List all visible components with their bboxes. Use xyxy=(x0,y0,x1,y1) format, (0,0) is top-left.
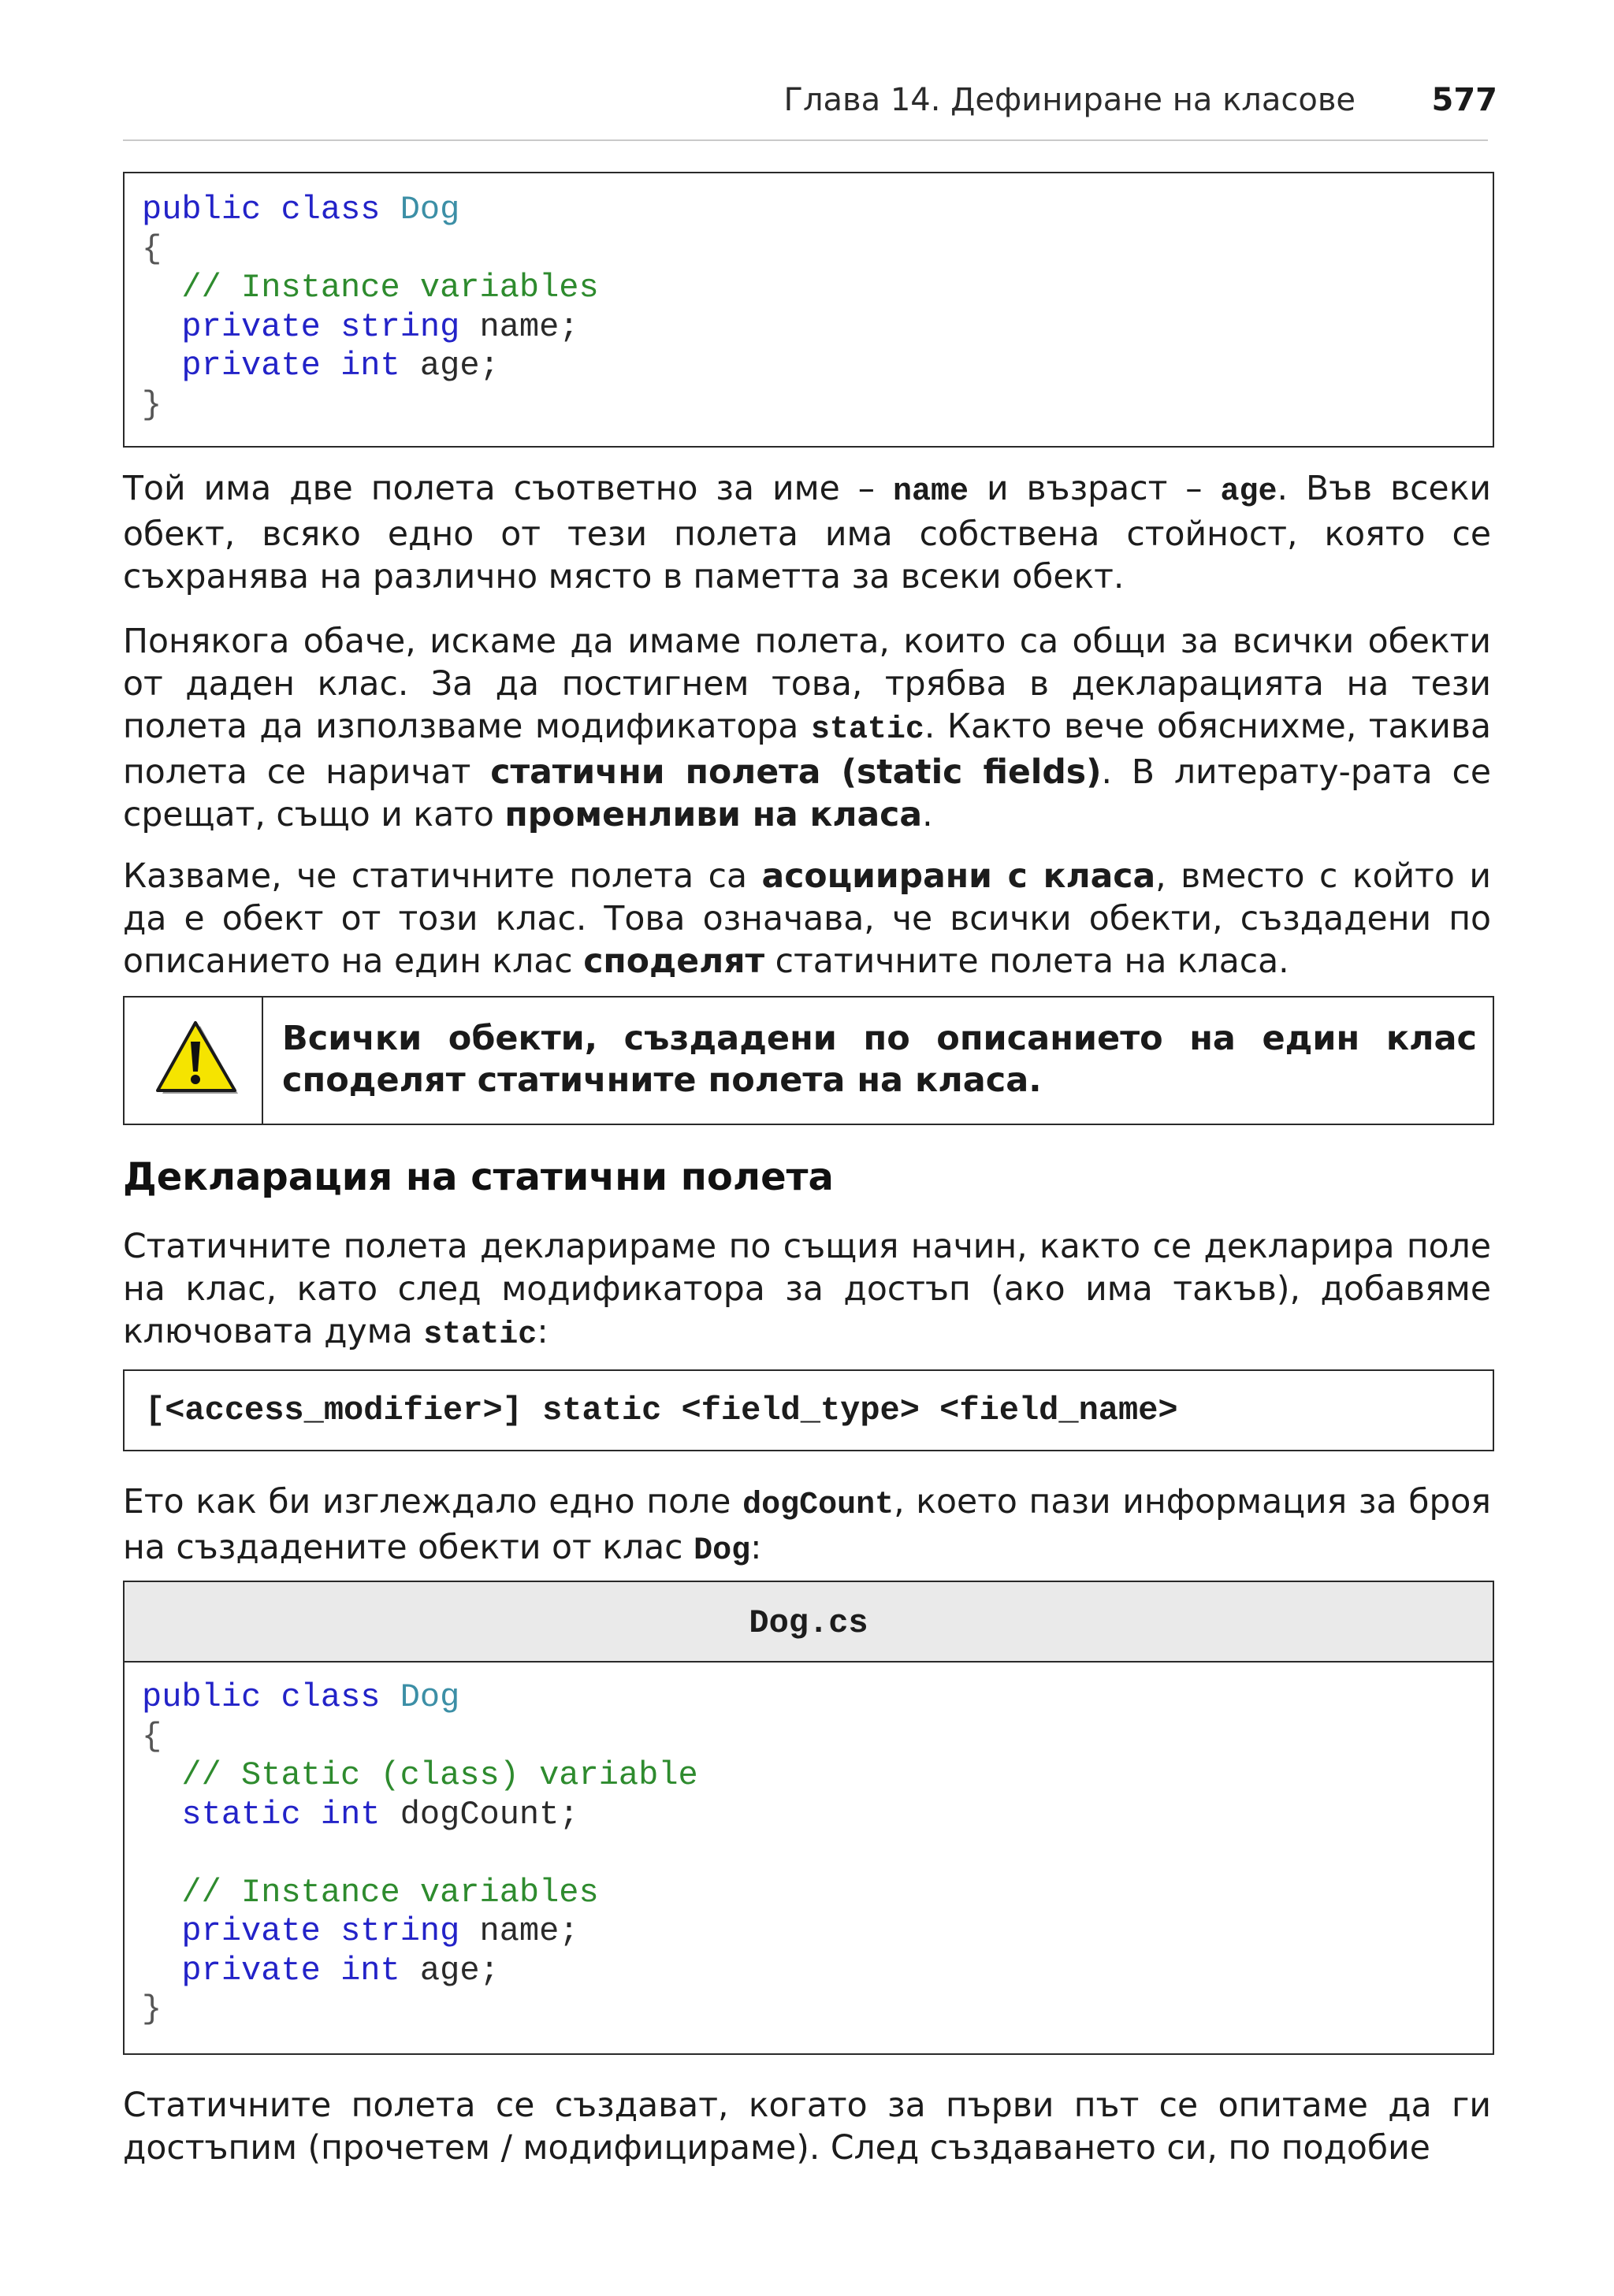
code-token: private xyxy=(181,307,321,346)
code-token xyxy=(380,191,400,228)
code-token: int xyxy=(340,1951,400,1989)
code-token xyxy=(142,347,181,385)
code-token xyxy=(261,1678,281,1716)
code-token xyxy=(261,191,281,228)
code-token xyxy=(321,347,340,385)
text-run: . Във всеки обект, всяко едно от тези полета има собствена стойност, която се съхранява на различно място в паметта за всеки обект. xyxy=(123,470,1491,596)
text-run: Той има две полета съответно за име – xyxy=(123,470,893,508)
code-token: int xyxy=(340,347,400,385)
code-line xyxy=(142,1990,1493,2030)
code-line xyxy=(142,191,1493,230)
bold-term: асоциирани с класа xyxy=(761,857,1156,896)
syntax-line: [<access_modifier>] static <field_type> <field_name> xyxy=(145,1391,1178,1429)
code-token: age; xyxy=(400,1951,500,1989)
code-token: dogCount; xyxy=(380,1795,579,1833)
code-line xyxy=(142,1874,1493,1913)
syntax-block xyxy=(123,1369,1494,1451)
code-line xyxy=(142,230,1493,269)
bold-term: споделят xyxy=(583,942,765,981)
paragraph-associated-with-class xyxy=(123,856,1491,983)
code-token xyxy=(142,1952,181,1989)
code-token: Dog xyxy=(400,1678,460,1716)
code-token: int xyxy=(320,1795,381,1833)
code-token: string xyxy=(340,1912,460,1950)
text-run: Ето как би изглеждало едно поле xyxy=(123,1483,743,1521)
code-line xyxy=(142,269,1493,308)
code-token xyxy=(142,1912,181,1950)
header-divider xyxy=(123,139,1488,141)
inline-code: static xyxy=(810,712,924,748)
paragraph-static-creation xyxy=(123,2085,1491,2170)
text-run: статичните полета на класа. xyxy=(764,942,1289,981)
code-token xyxy=(321,1912,340,1950)
code-token: static xyxy=(181,1795,301,1833)
code-token: private xyxy=(181,1912,321,1950)
code-token: private xyxy=(181,347,321,385)
text-run: , което пази информация за броя на създадените обекти от клас xyxy=(123,1483,1491,1567)
code-line xyxy=(142,386,1493,425)
code-token xyxy=(380,1678,400,1716)
code-token xyxy=(142,269,181,307)
bold-term: статични полета (static fields) xyxy=(490,753,1102,792)
code-file-header xyxy=(125,1582,1493,1663)
text-run: . Както вече обяснихме, такива полета се наричат xyxy=(123,708,1491,792)
text-run: Понякога обаче, искаме да имаме полета, които са общи за всички обекти от даден клас. За да постигнем това, трябва в декларацията на тези полета да използваме модификатора xyxy=(123,622,1491,746)
text-run: и възраст – xyxy=(969,470,1221,508)
code-token: string xyxy=(340,307,460,346)
code-token: name; xyxy=(459,1912,579,1950)
warning-callout xyxy=(123,996,1494,1125)
code-file-name: Dog.cs xyxy=(749,1604,868,1642)
section-heading: Декларация на статични полета xyxy=(123,1155,834,1199)
code-token xyxy=(321,308,340,346)
text-run: . В литерату-рата се срещат, също и като xyxy=(123,753,1491,834)
code-token: public xyxy=(142,1678,262,1716)
inline-code: static xyxy=(423,1317,537,1353)
text-run: Казваме, че статичните полета са xyxy=(123,857,762,896)
running-header xyxy=(123,82,1497,129)
code-line xyxy=(142,1718,1493,1757)
code-token xyxy=(301,1796,321,1833)
code-line xyxy=(142,308,1493,347)
paragraph-declaration xyxy=(123,1226,1491,1357)
code-block-dog-instance xyxy=(123,172,1494,448)
code-token xyxy=(321,1952,340,1989)
inline-code: name xyxy=(892,474,969,510)
code-token: // Instance variables xyxy=(181,1873,599,1911)
code-token xyxy=(142,1796,181,1833)
warning-text: Всички обекти, създадени по описанието на един клас споделят статичните полета на класа. xyxy=(282,1019,1477,1100)
code-token xyxy=(142,1756,181,1794)
paragraph-fields-description xyxy=(123,468,1491,599)
code-token: age; xyxy=(400,347,500,385)
code-line xyxy=(142,1952,1493,1991)
code-line xyxy=(142,1678,1493,1718)
code-token: class xyxy=(281,1678,381,1716)
code-line xyxy=(142,1756,1493,1796)
paragraph-dogcount-example xyxy=(123,1481,1491,1573)
code-token: // Instance variables xyxy=(181,269,599,307)
code-token: public xyxy=(142,191,262,228)
inline-code: Dog xyxy=(694,1533,751,1569)
text-run: , вместо с който и да е обект от този клас. Това означава, че всички обекти, създадени по описанието на един клас xyxy=(123,857,1492,981)
code-token: class xyxy=(281,191,381,228)
code-listing xyxy=(125,1663,1493,2030)
text-run: Статичните полета декларираме по същия начин, както се декларира поле на клас, като след модификатора за достъп (ако има такъв), добавяме ключовата дума xyxy=(123,1228,1491,1351)
code-line xyxy=(142,1834,1493,1874)
text-run: : xyxy=(750,1529,762,1567)
warning-icon-cell xyxy=(125,998,263,1124)
code-token xyxy=(142,308,181,346)
code-token: Dog xyxy=(400,191,460,228)
inline-code: age xyxy=(1220,474,1277,510)
code-line xyxy=(142,1796,1493,1835)
code-token: } xyxy=(142,1990,162,2028)
chapter-title: Глава 14. Дефиниране на класове xyxy=(783,82,1356,118)
code-token: { xyxy=(142,229,162,268)
inline-code: dogCount xyxy=(742,1488,894,1523)
code-listing xyxy=(125,173,1493,425)
code-token: // Static (class) variable xyxy=(181,1756,698,1794)
bold-term: променливи на класа xyxy=(504,796,923,834)
code-token xyxy=(142,1874,181,1911)
code-token: } xyxy=(142,385,162,424)
code-token: private xyxy=(181,1951,321,1989)
text-run: : xyxy=(537,1313,549,1351)
code-line xyxy=(142,1912,1493,1952)
code-token: { xyxy=(142,1717,162,1755)
text-run: . xyxy=(922,796,933,834)
code-token: name; xyxy=(459,307,579,346)
code-block-dog-cs xyxy=(123,1581,1494,2055)
code-line xyxy=(142,347,1493,386)
warning-icon xyxy=(153,1020,241,1102)
text-run: Статичните полета се създават, когато за първи път се опитаме да ги достъпим (прочетем / модифицираме). След създаването си, по подобие xyxy=(123,2086,1491,2168)
paragraph-static-intro xyxy=(123,621,1491,837)
page-number: 577 xyxy=(1431,82,1497,118)
